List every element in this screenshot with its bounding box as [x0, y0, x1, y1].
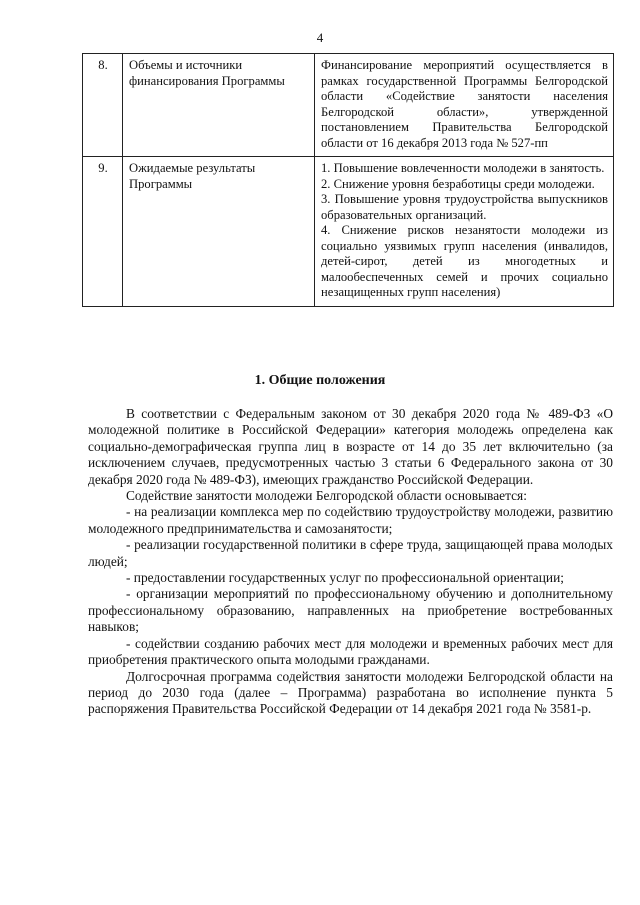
- value-line: 1. Повышение вовлеченности молодежи в занятость.: [321, 161, 605, 175]
- row-number: 8.: [83, 54, 123, 157]
- body-text: [88, 406, 613, 718]
- table-row: [83, 54, 614, 157]
- paragraph: Долгосрочная программа содействия занятости молодежи Белгородской области на период до 2030 года (далее – Программа) разработана во исполнение пункта 5 распоряжения Правительства Российской Федерации от 14 декабря 2021 года № 3581-р.: [88, 668, 613, 717]
- page-number: 4: [316, 30, 324, 45]
- row-number: 9.: [83, 157, 123, 307]
- section-heading: 1. Общие положения: [254, 373, 386, 388]
- list-item: - реализации государственной политики в сфере труда, защищающей права молодых людей;: [88, 537, 613, 569]
- list-item: - предоставлении государственных услуг по профессиональной ориентации;: [126, 570, 564, 586]
- paragraph: Содействие занятости молодежи Белгородской области основывается:: [126, 488, 527, 504]
- passport-table: [82, 53, 614, 307]
- paragraph: В соответствии с Федеральным законом от 30 декабря 2020 года № 489-ФЗ «О молодежной политике в Российской Федерации» категория молодежь определена как социально-демографическая группа лиц в возрасте от 14 до 35 лет включительно (за исключением случаев, предусмотренных частью 3 статьи 6 Федерального закона от 30 декабря 2020 года № 489-ФЗ), имеющих гражданство Российской Федерации.: [88, 406, 613, 487]
- list-item: - содействии созданию рабочих мест для молодежи и временных рабочих мест для приобретения практического опыта молодыми гражданами.: [88, 635, 613, 668]
- value-line: Финансирование мероприятий осуществляется в рамках государственной Программы Белгородской области «Содействие занятости населения Белгородской области», утвержденной постановлением Правительства Белгородской области от 16 декабря 2013 года № 527-пп: [321, 58, 608, 150]
- value-line: 2. Снижение уровня безработицы среди молодежи.: [321, 176, 595, 191]
- value-line: 3. Повышение уровня трудоустройства выпускников образовательных организаций.: [321, 192, 608, 222]
- value-line: 4. Снижение рисков незанятости молодежи из социально уязвимых групп населения (инвалидов, детей-сирот, детей из многодетных и малообеспеченных семей и прочих социально незащищенных групп населения): [321, 223, 608, 299]
- list-item: - на реализации комплекса мер по содействию трудоустройству молодежи, развитию молодежного предпринимательства и самозанятости;: [88, 504, 613, 536]
- list-item: - организации мероприятий по профессиональному обучению и дополнительному профессиональному образованию, направленных на приобретение востребованных навыков;: [88, 586, 613, 635]
- row-title: Объемы и источники финансирования Программы: [123, 54, 315, 157]
- row-title: Ожидаемые результаты Программы: [123, 157, 315, 307]
- row-value: [315, 54, 614, 157]
- row-value: [315, 157, 614, 307]
- table-row: [83, 157, 614, 307]
